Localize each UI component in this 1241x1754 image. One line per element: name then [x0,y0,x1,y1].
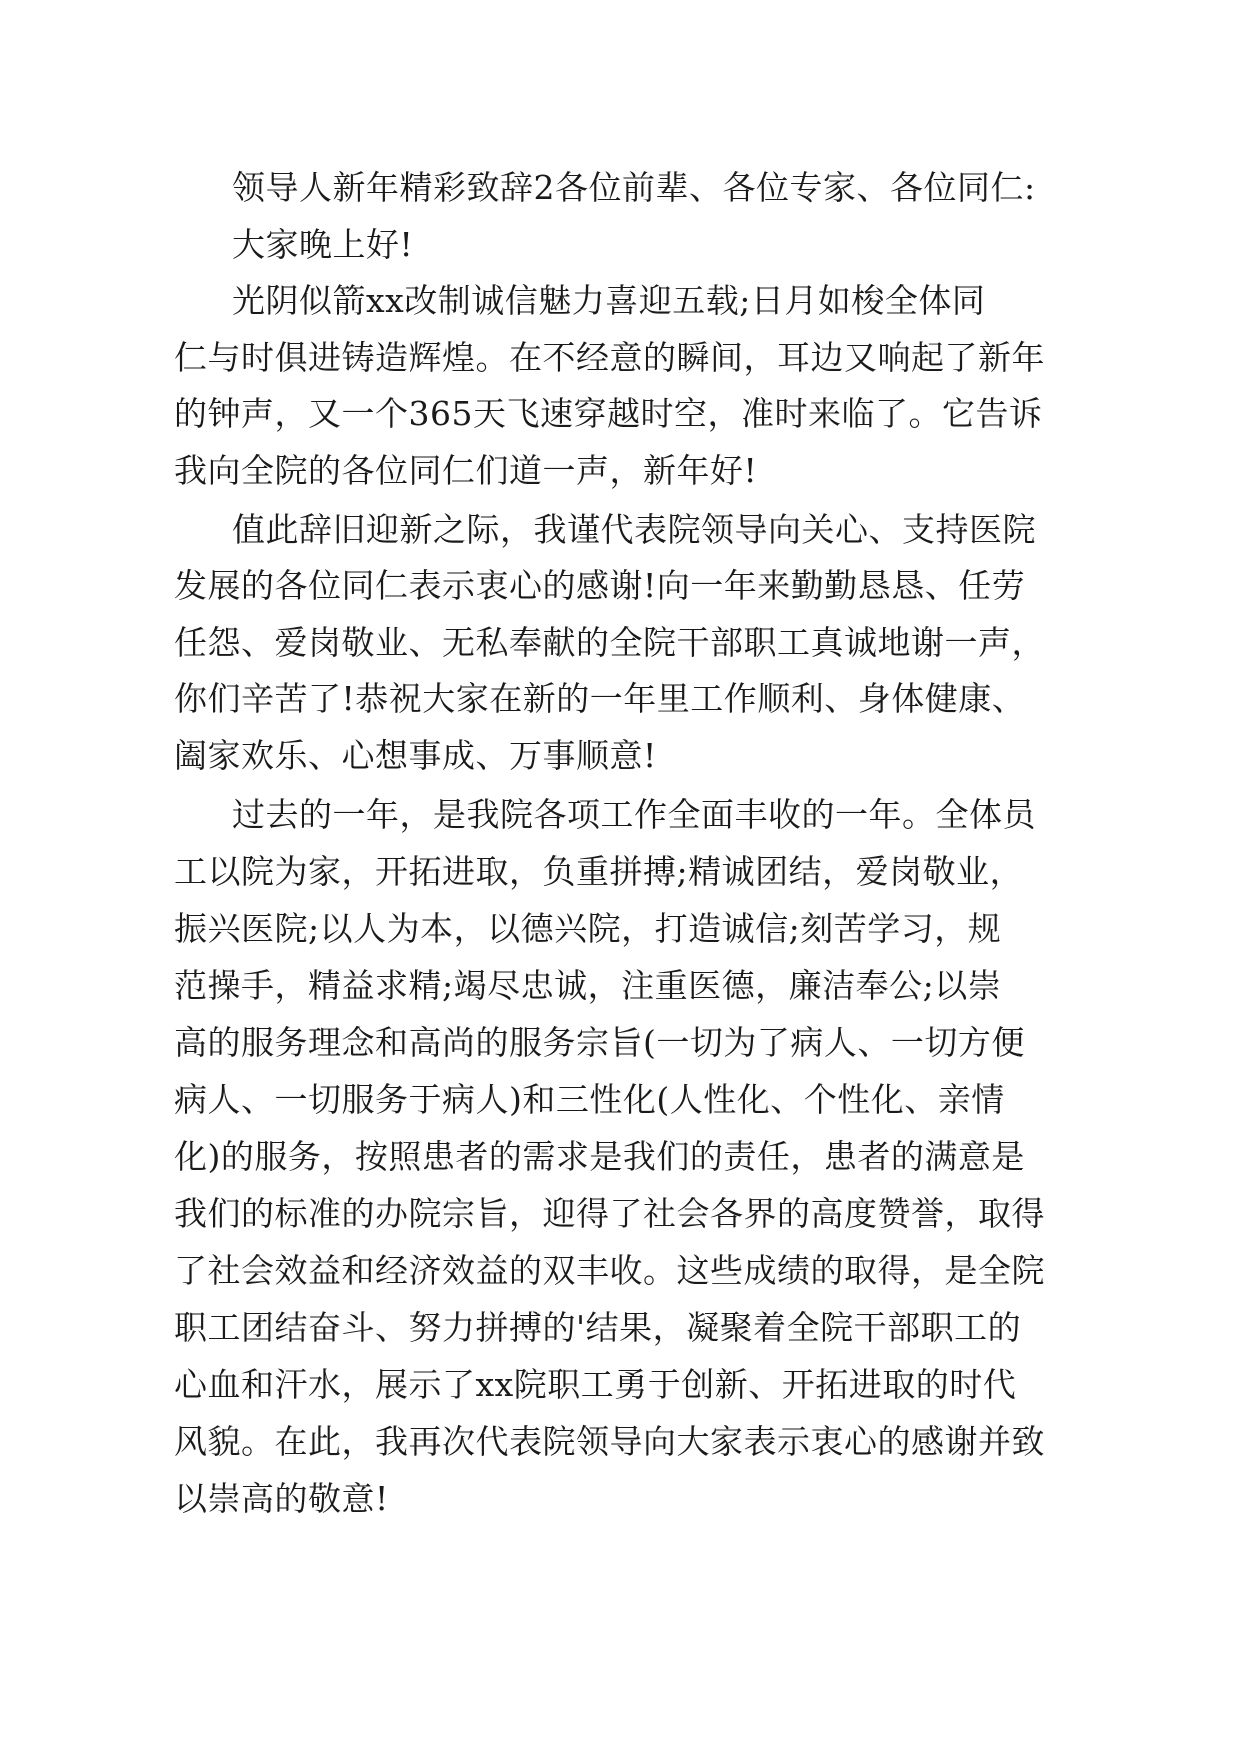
text-line: 病人、一切服务于病人)和三性化(人性化、个性化、亲情 [174,1080,1005,1119]
text-line: 大家晚上好! [232,225,414,264]
text-line: 仁与时俱进铸造辉煌。在不经意的瞬间，耳边又响起了新年 [174,338,1045,377]
text-line: 阖家欢乐、心想事成、万事顺意! [174,736,657,775]
text-line: 风貌。在此，我再次代表院领导向大家表示衷心的感谢并致 [174,1422,1045,1461]
text-line: 范操手，精益求精;竭尽忠诚，注重医德，廉洁奉公;以崇 [174,966,1002,1005]
text-line: 过去的一年，是我院各项工作全面丰收的一年。全体员 [232,795,1036,834]
text-line: 心血和汗水，展示了xx院职工勇于创新、开拓进取的时代 [174,1365,1017,1404]
text-line: 的钟声，又一个365天飞速穿越时空，准时来临了。它告诉 [174,394,1043,433]
text-line: 以崇高的敬意! [174,1479,389,1518]
text-line: 你们辛苦了!恭祝大家在新的一年里工作顺利、身体健康、 [174,679,1026,718]
text-line: 光阴似箭xx改制诚信魅力喜迎五载;日月如梭全体同 [232,281,986,320]
text-line: 我向全院的各位同仁们道一声，新年好! [174,451,758,490]
text-line: 领导人新年精彩致辞2各位前辈、各位专家、各位同仁: [232,168,1036,207]
text-line: 化)的服务，按照患者的需求是我们的责任，患者的满意是 [174,1137,1025,1176]
text-line: 发展的各位同仁表示衷心的感谢!向一年来勤勤恳恳、任劳 [174,566,1026,605]
text-line: 高的服务理念和高尚的服务宗旨(一切为了病人、一切方便 [174,1023,1025,1062]
text-line: 了社会效益和经济效益的双丰收。这些成绩的取得，是全院 [174,1251,1045,1290]
text-line: 任怨、爱岗敬业、无私奉献的全院干部职工真诚地谢一声， [174,623,1045,662]
text-line: 振兴医院;以人为本，以德兴院，打造诚信;刻苦学习，规 [174,909,1002,948]
text-line: 职工团结奋斗、努力拼搏的'结果，凝聚着全院干部职工的 [174,1308,1022,1347]
text-line: 工以院为家，开拓进取，负重拼搏;精诚团结，爱岗敬业， [174,852,1024,891]
text-line: 值此辞旧迎新之际，我谨代表院领导向关心、支持医院 [232,510,1036,549]
text-line: 我们的标准的办院宗旨，迎得了社会各界的高度赞誉，取得 [174,1194,1045,1233]
